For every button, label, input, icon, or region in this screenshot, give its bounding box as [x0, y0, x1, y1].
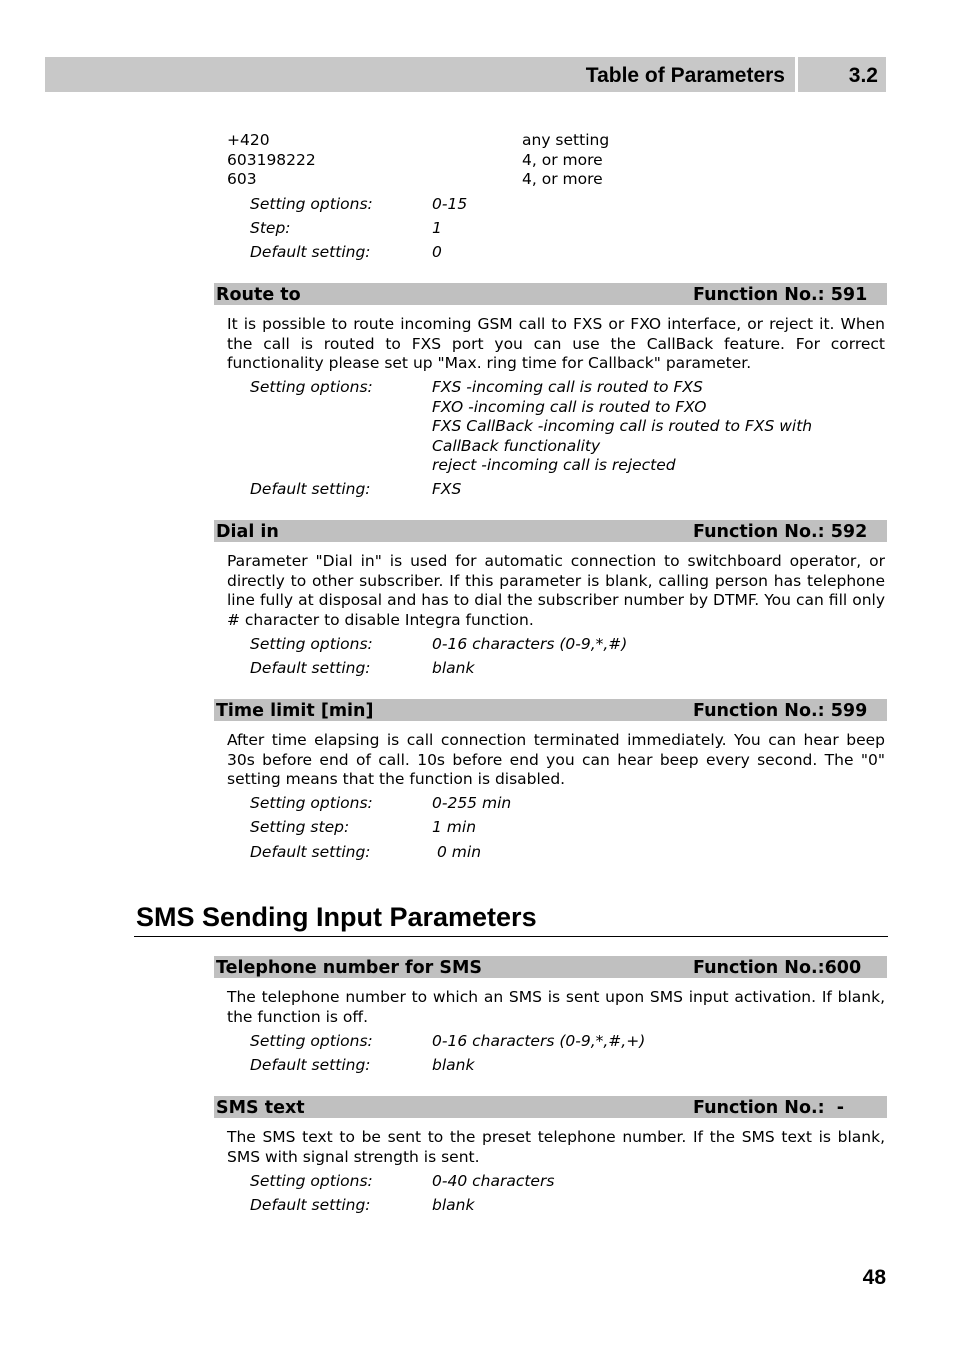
route-to-option-3: FXS CallBack -incoming call is routed to FXS with	[432, 417, 813, 435]
route-to-default-value: FXS	[432, 480, 462, 498]
sms-section-heading: SMS Sending Input Parameters	[136, 902, 537, 932]
dial-in-description: Parameter "Dial in" is used for automatic connection to switchboard operator, or directly to other subscriber. If this parameter is blank, calling person has telephone line fully at disposal and has to dial the subscriber number by DTMF. You can fill only # character to disable Integra function.	[227, 552, 885, 629]
page-number: 48	[862, 1266, 886, 1289]
time-limit-step-value: 1 min	[432, 818, 477, 836]
route-to-option-4: reject -incoming call is rejected	[432, 456, 676, 474]
section-bar-dial-in	[214, 520, 887, 542]
sms-phone-options-value: 0-16 characters (0-9,*,#,+)	[432, 1032, 646, 1050]
time-limit-default-value: 0 min	[437, 843, 482, 861]
intro-options-label: Setting options:	[250, 195, 373, 213]
intro-prefix-2: 603198222	[227, 151, 316, 169]
time-limit-description: After time elapsing is call connection terminated immediately. You can hear beep 30s before end of call. 10s before end you can hear beep every second. The "0" setting means that the function is disabled.	[227, 731, 885, 788]
route-to-option-1: FXS -incoming call is routed to FXS	[432, 378, 703, 396]
route-to-default-label: Default setting:	[250, 480, 371, 498]
section-function-number: Function No.: 599	[693, 701, 868, 721]
sms-text-description: The SMS text to be sent to the preset telephone number. If the SMS text is blank, SMS with signal strength is sent.	[227, 1128, 885, 1166]
intro-value-3: 4, or more	[522, 170, 603, 188]
route-to-options-label: Setting options:	[250, 378, 373, 396]
section-function-number: Function No.: 591	[693, 285, 868, 305]
intro-prefix-3: 603	[227, 170, 257, 188]
sms-phone-default-label: Default setting:	[250, 1056, 371, 1074]
header-section-number: 3.2	[848, 64, 878, 87]
dial-in-default-label: Default setting:	[250, 659, 371, 677]
section-bar-sms-text	[214, 1096, 887, 1118]
section-title: SMS text	[216, 1098, 305, 1118]
intro-options-value: 0-15	[432, 195, 468, 213]
route-to-description: It is possible to route incoming GSM call to FXS or FXO interface, or reject it. When the call is routed to FXS port you can use the CallBack feature. For correct functionality please set up "Max. ring time for Callback" parameter.	[227, 315, 885, 372]
intro-value-2: 4, or more	[522, 151, 603, 169]
intro-step-value: 1	[432, 219, 442, 237]
time-limit-default-label: Default setting:	[250, 843, 371, 861]
sms-phone-description: The telephone number to which an SMS is sent upon SMS input activation. If blank, the function is off.	[227, 988, 885, 1026]
heading-underline	[134, 936, 888, 937]
sms-phone-default-value: blank	[432, 1056, 475, 1074]
section-title: Dial in	[216, 522, 279, 542]
section-bar-sms-phone	[214, 956, 887, 978]
sms-text-options-value: 0-40 characters	[432, 1172, 555, 1190]
intro-prefix-1: +420	[227, 131, 270, 149]
dial-in-options-label: Setting options:	[250, 635, 373, 653]
intro-default-label: Default setting:	[250, 243, 371, 261]
time-limit-step-label: Setting step:	[250, 818, 350, 836]
intro-step-label: Step:	[250, 219, 291, 237]
header-title: Table of Parameters	[585, 64, 785, 87]
sms-text-default-label: Default setting:	[250, 1196, 371, 1214]
route-to-option-3-cont: CallBack functionality	[432, 437, 601, 455]
section-function-number: Function No.: -	[693, 1098, 845, 1118]
section-bar-route-to	[214, 283, 887, 305]
section-bar-time-limit	[214, 699, 887, 721]
section-title: Telephone number for SMS	[216, 958, 483, 978]
dial-in-options-value: 0-16 characters (0-9,*,#)	[432, 635, 628, 653]
sms-text-options-label: Setting options:	[250, 1172, 373, 1190]
sms-phone-options-label: Setting options:	[250, 1032, 373, 1050]
dial-in-default-value: blank	[432, 659, 475, 677]
section-title: Route to	[216, 285, 301, 305]
section-function-number: Function No.:600	[693, 958, 862, 978]
time-limit-options-label: Setting options:	[250, 794, 373, 812]
section-title: Time limit [min]	[216, 701, 374, 721]
time-limit-options-value: 0-255 min	[432, 794, 512, 812]
intro-value-1: any setting	[522, 131, 610, 149]
section-function-number: Function No.: 592	[693, 522, 868, 542]
sms-text-default-value: blank	[432, 1196, 475, 1214]
route-to-option-2: FXO -incoming call is routed to FXO	[432, 398, 707, 416]
intro-default-value: 0	[432, 243, 442, 261]
